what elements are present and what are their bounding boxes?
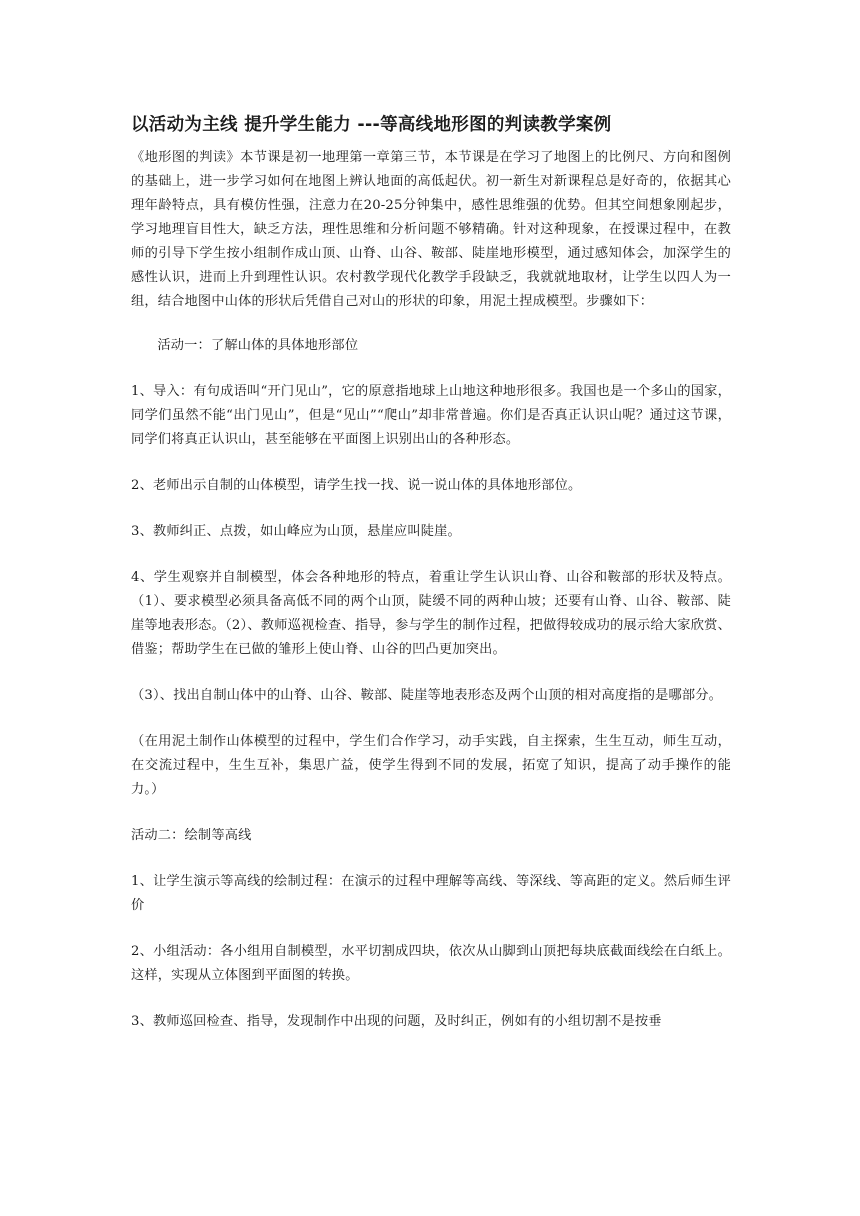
intro-paragraph: 《地形图的判读》本节课是初一地理第一章第三节，本节课是在学习了地图上的比例尺、方向和图例的基础上，进一步学习如何在地图上辨认地面的高低起伏。初一新生对新课程总是好奇的，依据其心理年龄特点，具有模仿性强，注意力在20-25分钟集中，感性思维强的优势。但其空间想象刚起步，学习地理盲目性大，缺乏方法，理性思维和分析问题不够精确。针对这种现象，在授课过程中，在教师的引导下学生按小组制作成山顶、山脊、山谷、鞍部、陡崖地形模型，通过感知体会，加深学生的感性认识，进而上升到理性认识。农村教学现代化教学手段缺乏，我就就地取材，让学生以四人为一组，结合地图中山体的形状后凭借自己对山的形状的印象，用泥土捏成模型。步骤如下：	[131, 150, 731, 309]
document-page	[131, 112, 731, 1056]
document-title: 以活动为主线 提升学生能力 ---等高线地形图的判读教学案例	[131, 115, 612, 135]
paragraph-teacher-model-step: 2、老师出示自制的山体模型，请学生找一找、说一说山体的具体地形部位。	[131, 478, 582, 493]
paragraph-teacher-correction-step: 3、教师纠正、点拨，如山峰应为山顶，悬崖应叫陡崖。	[131, 524, 461, 539]
paragraph-find-landforms-step: （3）、找出自制山体中的山脊、山谷、鞍部、陡崖等地表形态及两个山顶的相对高度指的是哪部分。	[131, 688, 723, 703]
paragraph-reflection-note: （在用泥土制作山体模型的过程中，学生们合作学习，动手实践，自主探索，生生互动，师生互动，在交流过程中，生生互补，集思广益，使学生得到不同的发展，拓宽了知识，提高了动手操作的能力。）	[131, 734, 731, 797]
activity-one-heading: 活动一：了解山体的具体地形部位	[157, 338, 359, 353]
paragraph-teacher-inspection-step: 3、教师巡回检查、指导，发现制作中出现的问题，及时纠正，例如有的小组切割不是按垂	[131, 1014, 662, 1029]
paragraph-introduction-step: 1、导入：有句成语叫“开门见山”，它的原意指地球上山地这种地形很多。我国也是一个多山的国家，同学们虽然不能“出门见山”，但是“见山”“爬山”却非常普遍。你们是否真正认识山呢？通过这节课，同学们将真正认识山，甚至能够在平面图上识别出山的各种形态。	[131, 384, 731, 447]
paragraph-student-model-step: 4、学生观察并自制模型，体会各种地形的特点，着重让学生认识山脊、山谷和鞍部的形状及特点。（1）、要求模型必须具备高低不同的两个山顶，陡缓不同的两种山坡；还要有山脊、山谷、鞍部、陡崖等地表形态。（2）、教师巡视检查、指导，参与学生的制作过程，把做得较成功的展示给大家欣赏、借鉴；帮助学生在已做的雏形上使山脊、山谷的凹凸更加突出。	[131, 570, 731, 657]
paragraph-contour-demo-step: 1、让学生演示等高线的绘制过程：在演示的过程中理解等高线、等深线、等高距的定义。然后师生评价	[131, 874, 731, 913]
activity-two-heading: 活动二：绘制等高线	[131, 828, 252, 843]
paragraph-group-activity-step: 2、小组活动：各小组用自制模型，水平切割成四块，依次从山脚到山顶把每块底截面线绘在白纸上。这样，实现从立体图到平面图的转换。	[131, 944, 731, 983]
